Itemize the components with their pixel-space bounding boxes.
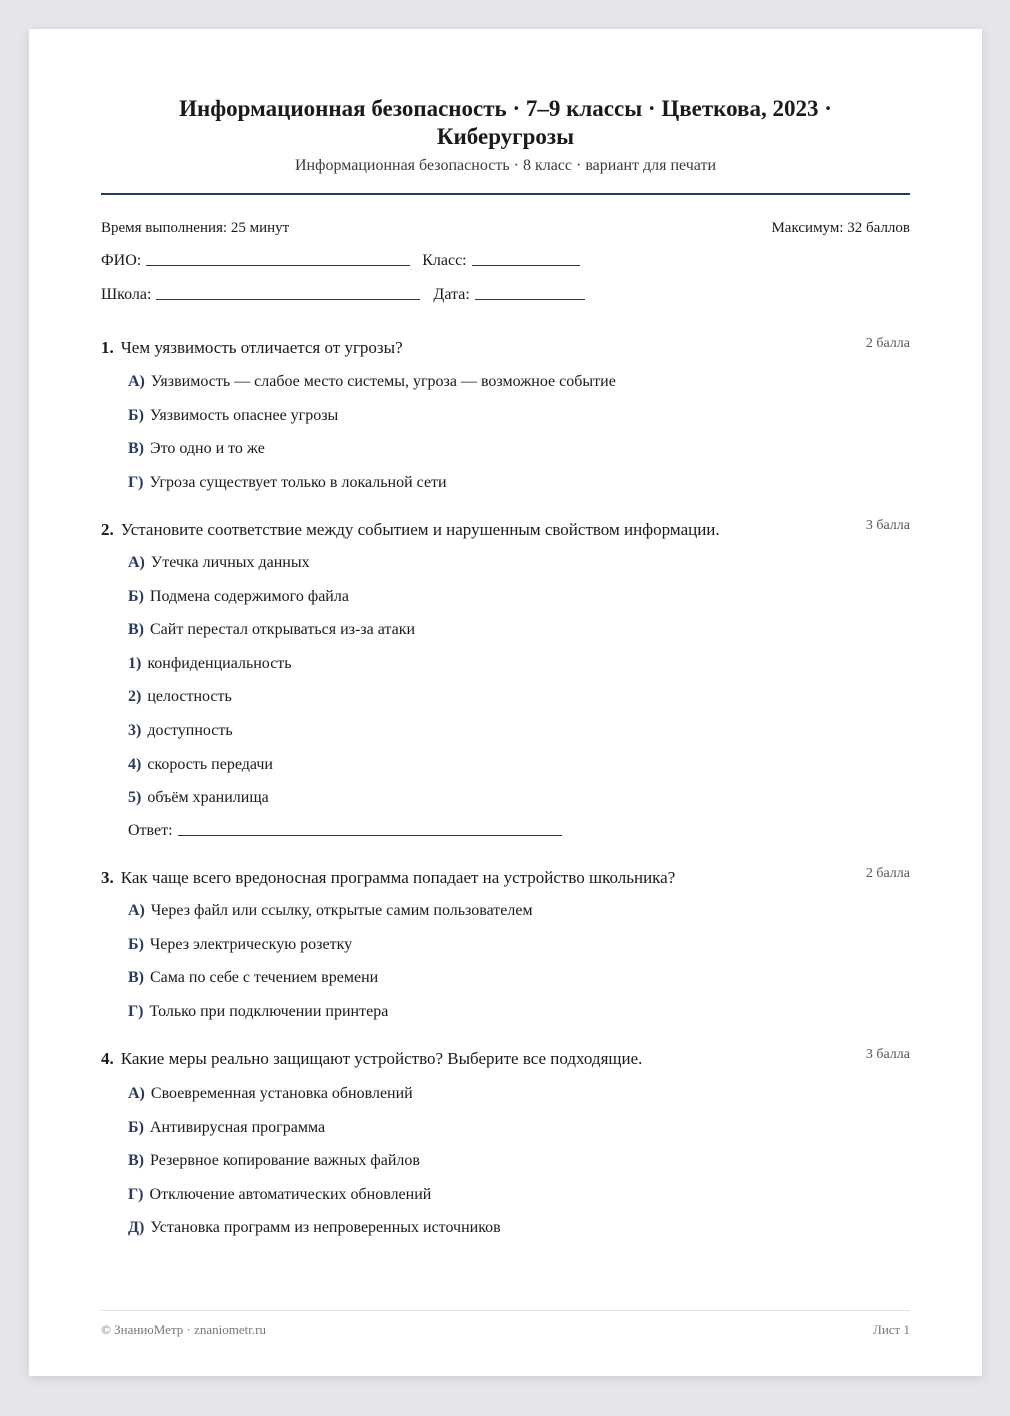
answer-field[interactable]	[178, 834, 562, 836]
school-label: Школа:	[101, 286, 152, 303]
target-number: 2)	[128, 688, 142, 706]
title-line-2: Киберугрозы	[436, 124, 575, 149]
question-points: 3 балла	[865, 518, 910, 533]
question-3	[101, 868, 910, 1035]
answer-option[interactable]	[128, 473, 910, 507]
answer-row	[128, 822, 910, 840]
target-text: конфиденциальность	[147, 654, 292, 672]
option-text: Через электрическую розетку	[149, 935, 353, 953]
target-number: 3)	[128, 721, 142, 739]
answer-option[interactable]	[128, 968, 910, 1002]
answer-option[interactable]	[128, 1084, 910, 1118]
option-text: Своевременная установка обновлений	[150, 1085, 413, 1102]
question-number: 3.	[101, 868, 114, 887]
answer-option[interactable]	[128, 1151, 910, 1185]
match-target	[128, 788, 910, 822]
header-divider	[101, 193, 910, 195]
answer-option[interactable]	[128, 1002, 910, 1036]
option-text: Уязвимость опаснее угрозы	[149, 406, 339, 424]
item-letter: Б)	[128, 587, 144, 605]
target-text: объём хранилища	[147, 789, 269, 807]
option-letter: Б)	[128, 1118, 144, 1136]
school-date-row	[101, 286, 585, 304]
option-text: Только при подключении принтера	[149, 1002, 389, 1020]
fio-field[interactable]	[146, 264, 410, 266]
question-text: Какие меры реально защищают устройство? Выберите все подходящие.	[120, 1049, 643, 1068]
option-letter: Г)	[128, 1002, 144, 1020]
option-letter: В)	[128, 1152, 144, 1170]
match-target	[128, 687, 910, 721]
option-letter: А)	[128, 1085, 145, 1102]
answer-option[interactable]	[128, 372, 910, 406]
answer-option[interactable]	[128, 1218, 910, 1252]
class-field[interactable]	[472, 264, 580, 266]
item-letter: В)	[128, 621, 144, 639]
question-4	[101, 1049, 910, 1252]
option-text: Антивирусная программа	[149, 1118, 326, 1136]
target-number: 1)	[128, 654, 142, 672]
question-header	[101, 868, 910, 892]
match-target	[128, 721, 910, 755]
question-text: Чем уязвимость отличается от угрозы?	[120, 338, 403, 357]
question-1	[101, 338, 910, 506]
question-points: 3 балла	[865, 1047, 910, 1062]
match-target	[128, 654, 910, 688]
question-text: Установите соответствие между событием и нарушенным свойством информации.	[120, 520, 720, 539]
option-letter: Д)	[128, 1219, 145, 1237]
fio-label: ФИО:	[101, 252, 142, 269]
question-header	[101, 520, 910, 544]
question-header	[101, 1049, 910, 1073]
worksheet-page	[29, 29, 982, 1376]
footer-divider	[101, 1310, 910, 1311]
question-points: 2 балла	[865, 866, 910, 881]
option-letter: Г)	[128, 1185, 144, 1203]
option-letter: В)	[128, 969, 144, 987]
item-text: Подмена содержимого файла	[149, 587, 349, 605]
option-text: Через файл или ссылку, открытые самим пользователем	[150, 902, 533, 919]
match-item	[128, 620, 910, 654]
target-number: 5)	[128, 789, 142, 807]
item-text: Утечка личных данных	[150, 554, 310, 571]
question-number: 2.	[101, 520, 114, 539]
question-text: Как чаще всего вредоносная программа попадает на устройство школьника?	[120, 868, 676, 887]
target-text: целостность	[147, 688, 232, 706]
answer-option[interactable]	[128, 1118, 910, 1152]
footer-copyright: © ЗнаниоМетр · znaniometr.ru	[101, 1322, 266, 1337]
option-letter: Б)	[128, 406, 144, 424]
answer-label: Ответ:	[128, 821, 173, 839]
answer-option[interactable]	[128, 406, 910, 440]
match-item	[128, 587, 910, 621]
match-target	[128, 755, 910, 789]
question-number: 1.	[101, 338, 114, 357]
option-letter: Б)	[128, 935, 144, 953]
option-text: Это одно и то же	[150, 440, 265, 458]
target-number: 4)	[128, 755, 142, 773]
target-text: скорость передачи	[147, 755, 273, 773]
item-letter: А)	[128, 554, 145, 571]
question-points: 2 балла	[865, 336, 910, 351]
question-header	[101, 338, 910, 362]
page-subtitle: Информационная безопасность · 8 класс · вариант для печати	[294, 157, 717, 174]
option-letter: А)	[128, 902, 145, 919]
question-2	[101, 520, 910, 840]
option-text: Установка программ из непроверенных источников	[150, 1219, 501, 1237]
question-number: 4.	[101, 1049, 114, 1068]
class-label: Класс:	[422, 252, 467, 269]
option-text: Уязвимость — слабое место системы, угроза — возможное событие	[150, 373, 616, 390]
school-field[interactable]	[156, 298, 420, 300]
answer-option[interactable]	[128, 935, 910, 969]
option-text: Отключение автоматических обновлений	[149, 1185, 432, 1203]
max-score: Максимум: 32 баллов	[771, 220, 910, 236]
item-text: Сайт перестал открываться из-за атаки	[150, 621, 416, 639]
answer-option[interactable]	[128, 901, 910, 935]
footer-page-number: Лист 1	[873, 1322, 910, 1337]
option-letter: В)	[128, 440, 144, 458]
time-limit: Время выполнения: 25 минут	[101, 220, 290, 236]
option-text: Резервное копирование важных файлов	[150, 1152, 420, 1170]
option-text: Угроза существует только в локальной сети	[149, 473, 447, 491]
option-letter: Г)	[128, 473, 144, 491]
fio-class-row	[101, 252, 580, 270]
option-letter: А)	[128, 373, 145, 390]
date-label: Дата:	[433, 286, 470, 303]
date-field[interactable]	[475, 298, 585, 300]
page-title	[101, 95, 910, 151]
option-text: Сама по себе с течением времени	[150, 969, 379, 987]
answer-option[interactable]	[128, 439, 910, 473]
target-text: доступность	[147, 721, 233, 739]
match-item	[128, 553, 910, 587]
title-line-1: Информационная безопасность · 7–9 классы · Цветкова, 2023 ·	[179, 96, 832, 121]
answer-option[interactable]	[128, 1185, 910, 1219]
